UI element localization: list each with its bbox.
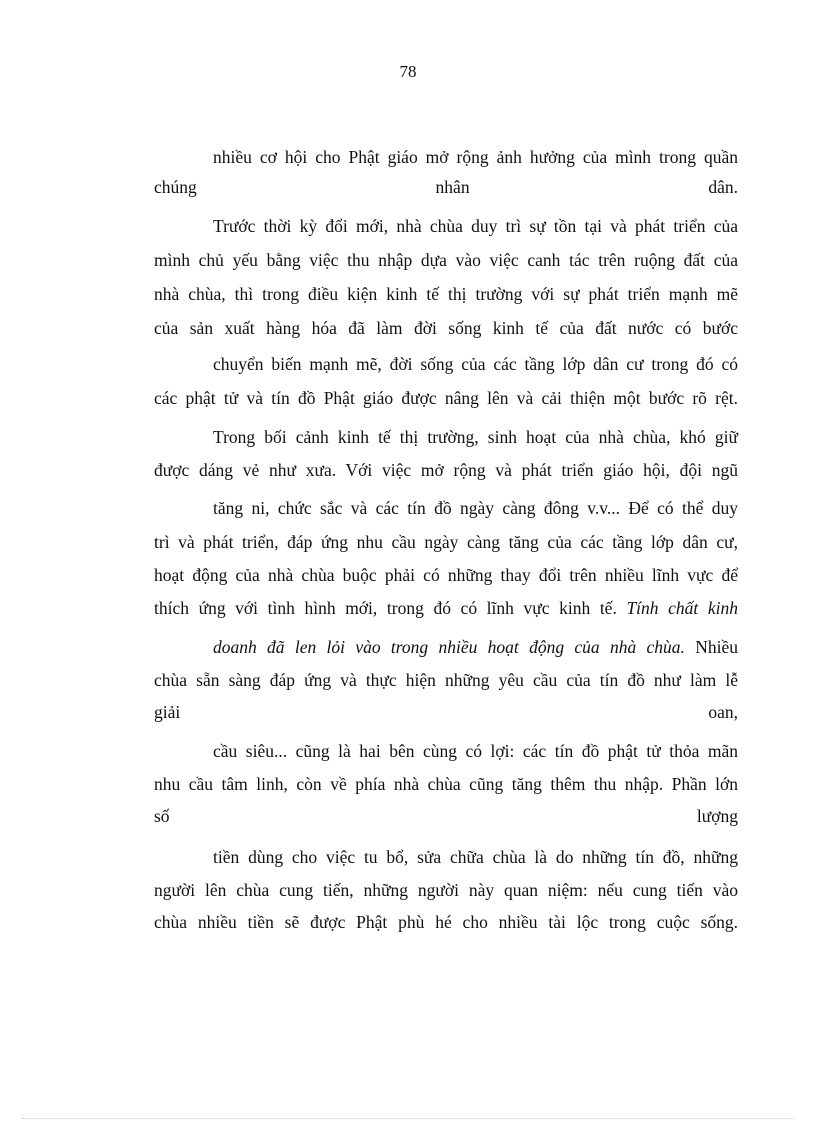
text-line [154,596,738,620]
word: oan, [708,702,738,722]
text-line: trì và phát triển, đáp ứng nhu cầu ngày càng tăng của các tầng lớp dân cư, [154,532,738,552]
word: nhân [435,177,470,197]
word: lượng [696,806,738,826]
text-segment: thích ứng với tình hình mới, trong đó có lĩnh vực kinh tế. [154,598,627,618]
text-line: Trong bối cảnh kinh tế thị trường, sinh hoạt của nhà chùa, khó giữ [213,427,738,447]
text-line: hoạt động của nhà chùa buộc phải có những thay đổi trên nhiều lĩnh vực để [154,565,738,585]
page-number: 78 [399,62,417,81]
word: số [154,806,170,826]
text-line [154,804,738,828]
text-line: các phật tử và tín đồ Phật giáo được nâng lên và cải thiện một bước rõ rệt. [154,388,738,408]
word: dân. [708,177,738,197]
text-line: chùa nhiều tiền sẽ được Phật phù hé cho nhiều tài lộc trong cuộc sống. [154,912,738,932]
text-line: mình chủ yếu bằng việc thu nhập dựa vào việc canh tác trên ruộng đất của [154,250,738,270]
text-line [154,175,738,199]
page-bottom-divider [22,1118,794,1119]
text-line: chùa sẵn sàng đáp ứng và thực hiện những yêu cầu của tín đồ như làm lễ [154,670,738,690]
text-line [154,700,738,724]
text-line: của sản xuất hàng hóa đã làm đời sống kinh tế của đất nước có bước [154,318,738,338]
text-line: chuyển biến mạnh mẽ, đời sống của các tầng lớp dân cư trong đó có [213,354,738,374]
text-line: nhiều cơ hội cho Phật giáo mở rộng ảnh hưởng của mình trong quần [213,147,738,167]
word: chúng [154,177,197,197]
word: giải [154,702,181,722]
text-line [213,635,738,659]
text-line: nhu cầu tâm linh, còn về phía nhà chùa cũng tăng thêm thu nhập. Phần lớn [154,774,738,794]
text-line: Trước thời kỳ đổi mới, nhà chùa duy trì sự tồn tại và phát triển của [213,216,738,236]
text-line: nhà chùa, thì trong điều kiện kinh tế thị trường với sự phát triển mạnh mẽ [154,284,738,304]
text-line: tăng ni, chức sắc và các tín đồ ngày càng đông v.v... Để có thể duy [213,498,738,518]
text-line: người lên chùa cung tiến, những người này quan niệm: nếu cung tiến vào [154,880,738,900]
text-segment: Nhiều [684,637,738,657]
text-line: cầu siêu... cũng là hai bên cùng có lợi: các tín đồ phật tử thỏa mãn [213,741,738,761]
italic-text-segment: Tính chất kinh [626,598,738,618]
text-line: tiền dùng cho việc tu bổ, sửa chữa chùa là do những tín đồ, những [213,847,738,867]
text-line: được dáng vẻ như xưa. Với việc mở rộng và phát triển giáo hội, đội ngũ [154,460,738,480]
italic-text-segment: doanh đã len lỏi vào trong nhiều hoạt động của nhà chùa. [213,637,685,657]
